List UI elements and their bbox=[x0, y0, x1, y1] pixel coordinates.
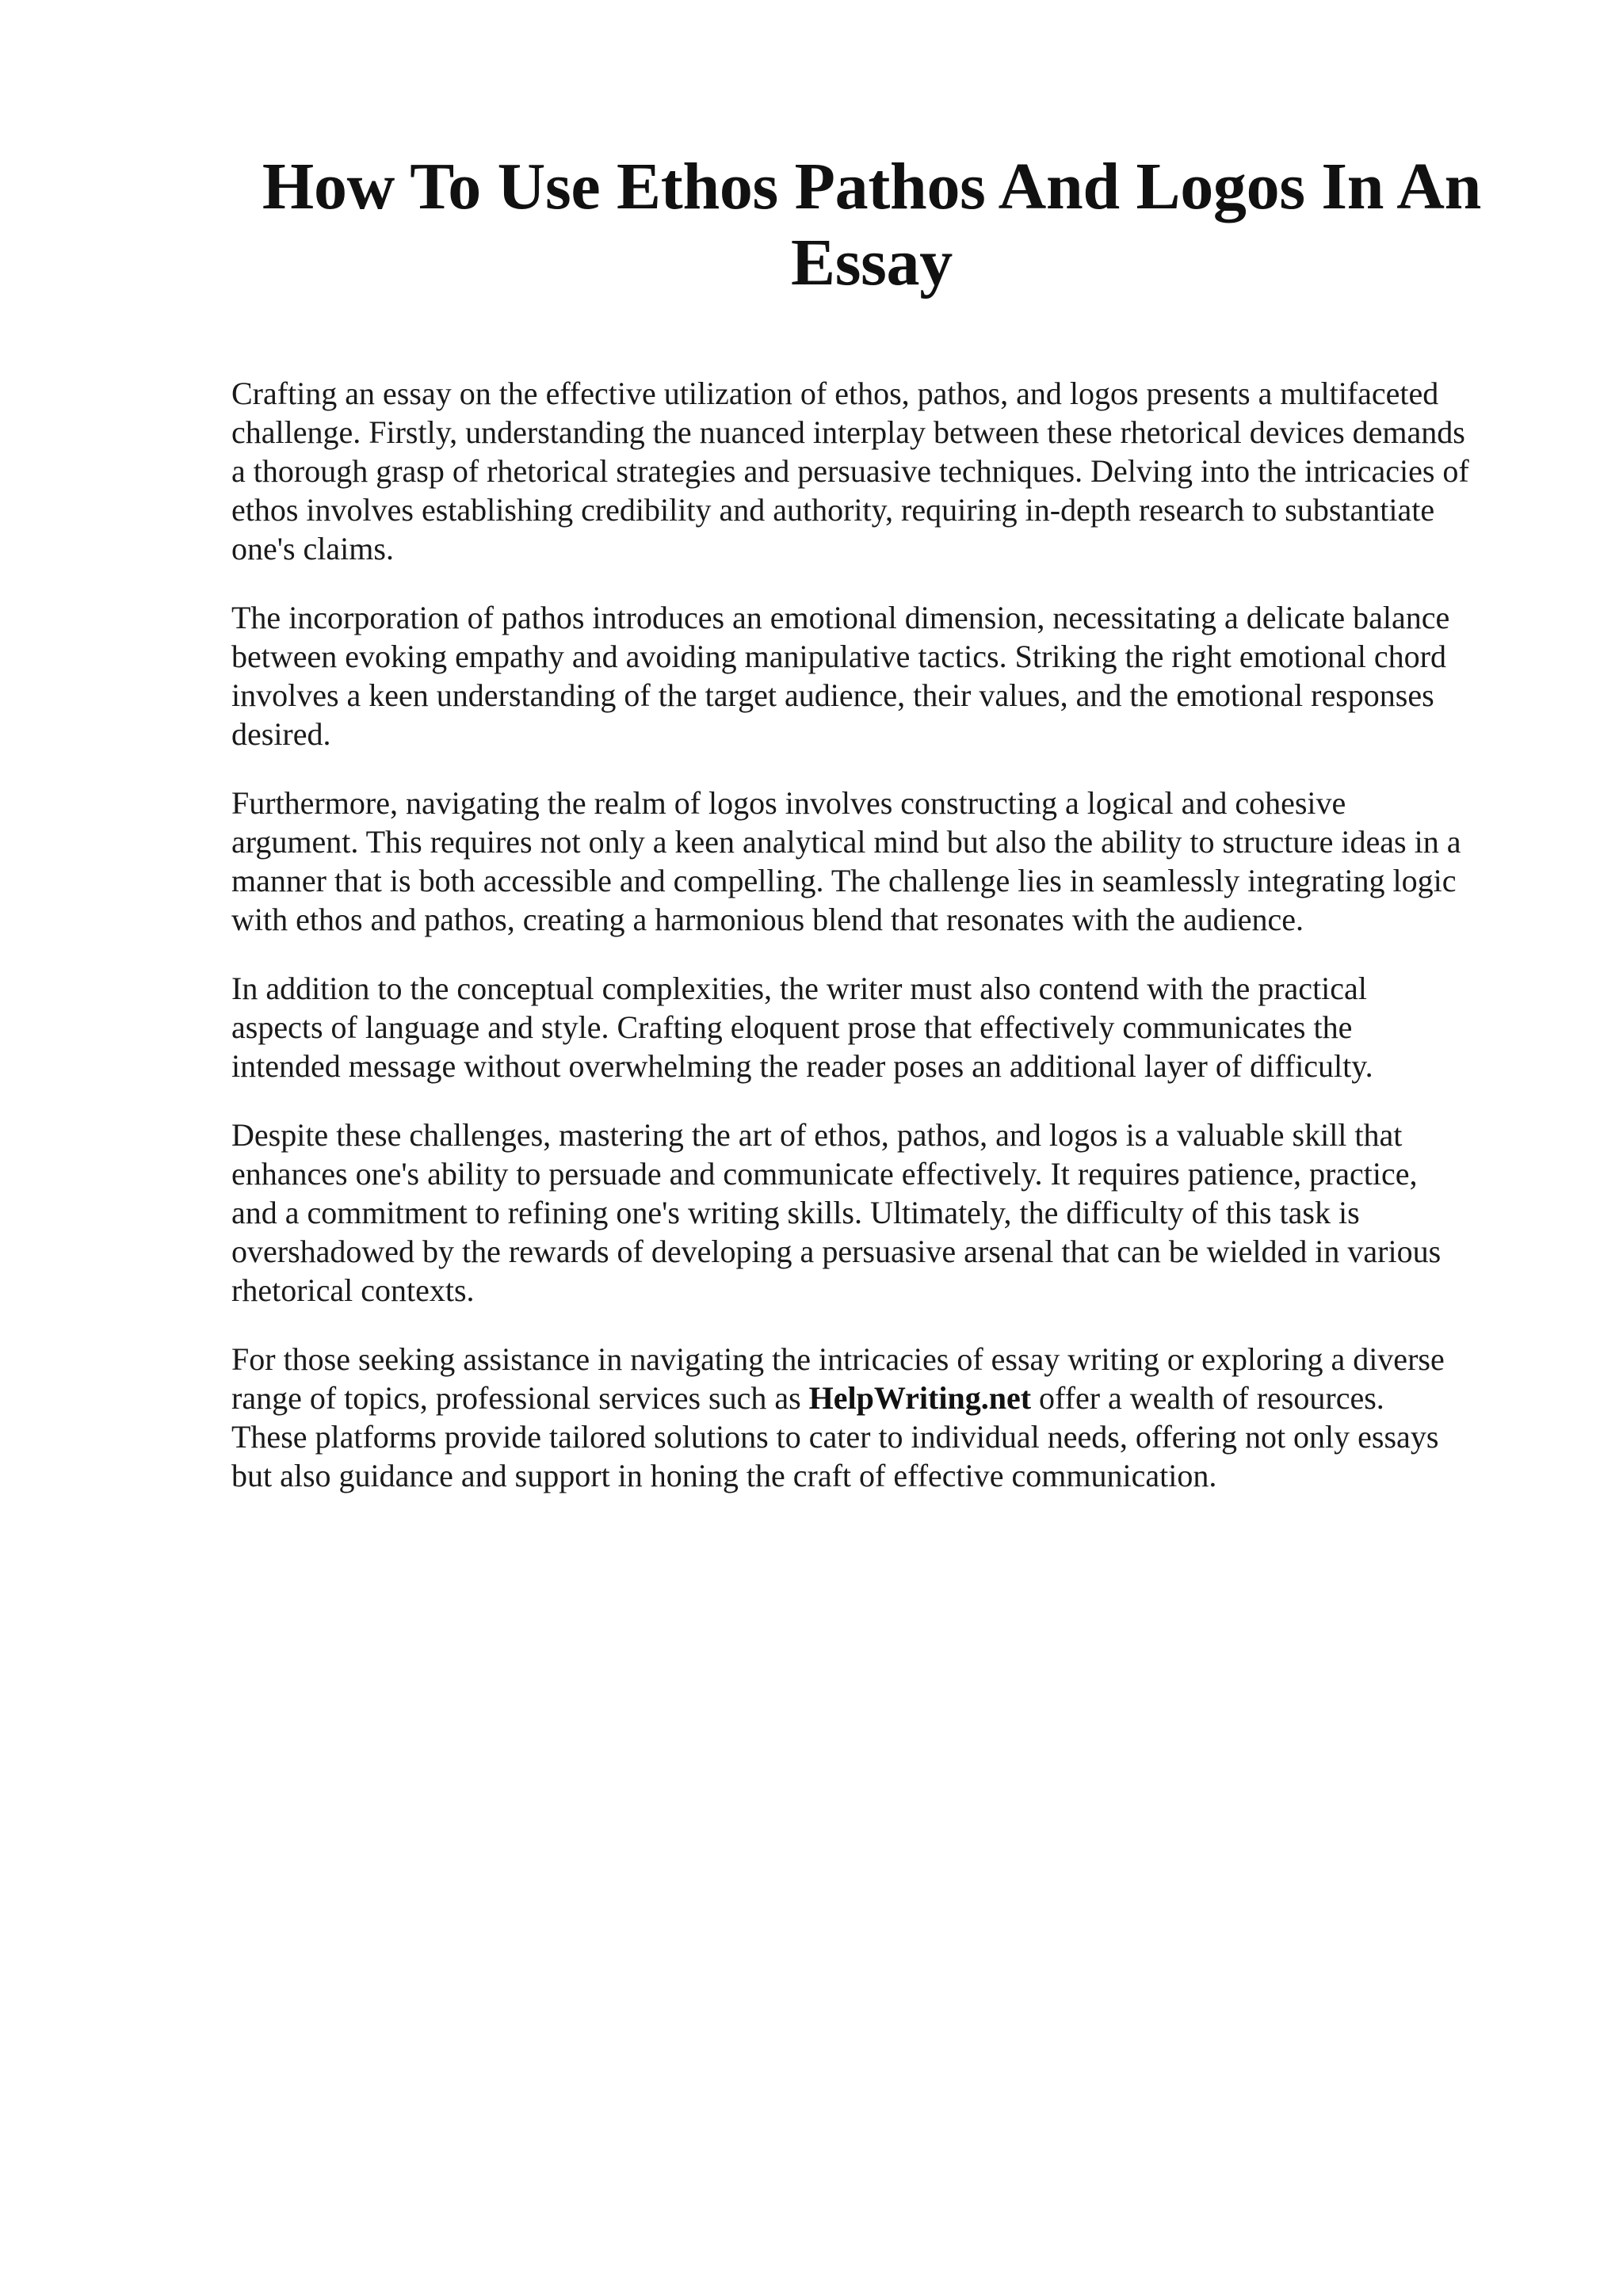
paragraph-line: enhances one's ability to persuade and communicate effectively. It requires patience, practice, bbox=[231, 1156, 1418, 1192]
paragraph-line: challenge. Firstly, understanding the nuanced interplay between these rhetorical devices demands bbox=[231, 414, 1465, 450]
paragraph-line: with ethos and pathos, creating a harmonious blend that resonates with the audience. bbox=[231, 902, 1304, 937]
paragraph-line: between evoking empathy and avoiding manipulative tactics. Striking the right emotional chord bbox=[231, 639, 1446, 674]
title-line-2: Essay bbox=[791, 226, 953, 299]
paragraph-line: involves a keen understanding of the target audience, their values, and the emotional responses bbox=[231, 677, 1434, 713]
paragraph-line: and a commitment to refining one's writing skills. Ultimately, the difficulty of this task is bbox=[231, 1195, 1360, 1230]
paragraph-line: Crafting an essay on the effective utilization of ethos, pathos, and logos presents a multifaceted bbox=[231, 376, 1439, 411]
paragraph-line: manner that is both accessible and compelling. The challenge lies in seamlessly integrating logic bbox=[231, 863, 1457, 898]
paragraph-line: For those seeking assistance in navigating the intricacies of essay writing or exploring a diverse bbox=[231, 1341, 1445, 1377]
brand-name: HelpWriting.net bbox=[808, 1380, 1032, 1416]
paragraph-line: In addition to the conceptual complexities, the writer must also contend with the practical bbox=[231, 971, 1367, 1006]
paragraph-line bbox=[231, 1379, 1531, 1417]
paragraph-3 bbox=[231, 784, 1531, 939]
page-title bbox=[230, 149, 1514, 301]
paragraph-5 bbox=[231, 1116, 1531, 1310]
document-body bbox=[231, 374, 1531, 1525]
paragraph-line: Furthermore, navigating the realm of logos involves constructing a logical and cohesive bbox=[231, 785, 1346, 821]
paragraph-line: aspects of language and style. Crafting eloquent prose that effectively communicates the bbox=[231, 1009, 1353, 1045]
line-text-after-brand: offer a wealth of resources. bbox=[1031, 1380, 1384, 1416]
paragraph-line: Despite these challenges, mastering the art of ethos, pathos, and logos is a valuable skill that bbox=[231, 1117, 1403, 1153]
line-text-before-brand: range of topics, professional services such as bbox=[231, 1380, 809, 1416]
paragraph-line: The incorporation of pathos introduces an emotional dimension, necessitating a delicate balance bbox=[231, 600, 1450, 635]
paragraph-line: overshadowed by the rewards of developing a persuasive arsenal that can be wielded in various bbox=[231, 1234, 1442, 1269]
paragraph-line: rhetorical contexts. bbox=[231, 1272, 475, 1308]
paragraph-6 bbox=[231, 1340, 1531, 1495]
paragraph-line: ethos involves establishing credibility and authority, requiring in-depth research to substantiate bbox=[231, 492, 1435, 528]
paragraph-line: one's claims. bbox=[231, 531, 394, 566]
paragraph-line: but also guidance and support in honing the craft of effective communication. bbox=[231, 1458, 1217, 1493]
paragraph-line: argument. This requires not only a keen analytical mind but also the ability to structure ideas in a bbox=[231, 824, 1461, 860]
paragraph-line: desired. bbox=[231, 716, 331, 752]
title-line-1: How To Use Ethos Pathos And Logos In An bbox=[262, 150, 1482, 223]
paragraph-2 bbox=[231, 598, 1531, 753]
paragraph-line: These platforms provide tailored solutions to cater to individual needs, offering not only essays bbox=[231, 1419, 1439, 1455]
paragraph-4 bbox=[231, 969, 1531, 1085]
paragraph-line: intended message without overwhelming the reader poses an additional layer of difficulty. bbox=[231, 1048, 1373, 1084]
paragraph-1 bbox=[231, 374, 1531, 568]
paragraph-line: a thorough grasp of rhetorical strategies and persuasive techniques. Delving into the intricacies of bbox=[231, 453, 1469, 489]
